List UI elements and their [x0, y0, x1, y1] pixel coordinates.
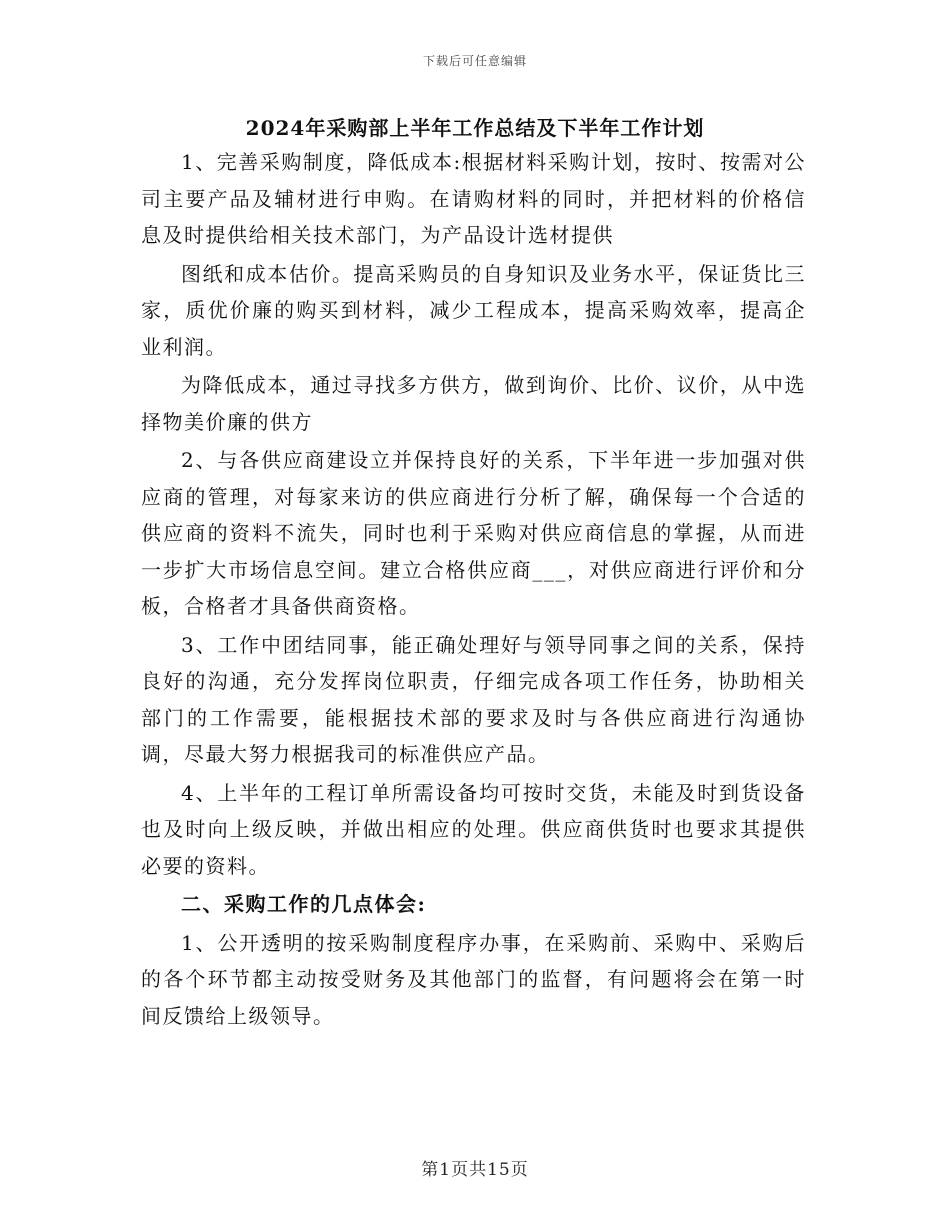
- paragraph-5: 3、工作中团结同事，能正确处理好与领导同事之间的关系，保持良好的沟通，充分发挥岗位职责，仔细完成各项工作任务，协助相关部门的工作需要，能根据技术部的要求及时与各供应商进行沟通协调，尽最大努力根据我司的标准供应产品。: [141, 632, 806, 766]
- section-heading: 二、采购工作的几点体会:: [181, 892, 427, 916]
- page-indicator: 第1页共15页: [421, 1160, 529, 1180]
- paragraph-7: 1、公开透明的按采购制度程序办事，在采购前、采购中、采购后的各个环节都主动按受财务及其他部门的监督，有问题将会在第一时间反馈给上级领导。: [141, 930, 806, 1028]
- paragraph-4: 2、与各供应商建设立并保持良好的关系，下半年进一步加强对供应商的管理，对每家来访的供应商进行分析了解，确保每一个合适的供应商的资料不流失，同时也利于采购对供应商信息的掌握，从而进一步扩大市场信息空间。建立合格供应商___，对供应商进行评价和分板，合格者才具备供商资格。: [141, 448, 806, 618]
- paragraph-6: 4、上半年的工程订单所需设备均可按时交货，未能及时到货设备也及时向上级反映，并做出相应的处理。供应商供货时也要求其提供必要的资料。: [141, 780, 806, 878]
- paragraph-2: 图纸和成本估价。提高采购员的自身知识及业务水平，保证货比三家，质优价廉的购买到材料，减少工程成本，提高采购效率，提高企业利润。: [141, 261, 806, 359]
- document-title: 2024年采购部上半年工作总结及下半年工作计划: [245, 116, 705, 140]
- document-body: [141, 144, 806, 1034]
- paragraph-1: 1、完善采购制度，降低成本:根据材料采购计划，按时、按需对公司主要产品及辅材进行申购。在请购材料的同时，并把材料的价格信息及时提供给相关技术部门，为产品设计选材提供: [141, 150, 806, 247]
- paragraph-3: 为降低成本，通过寻找多方供方，做到询价、比价、议价，从中选择物美价廉的供方: [141, 373, 806, 434]
- header-note: 下载后可任意编辑: [422, 54, 527, 68]
